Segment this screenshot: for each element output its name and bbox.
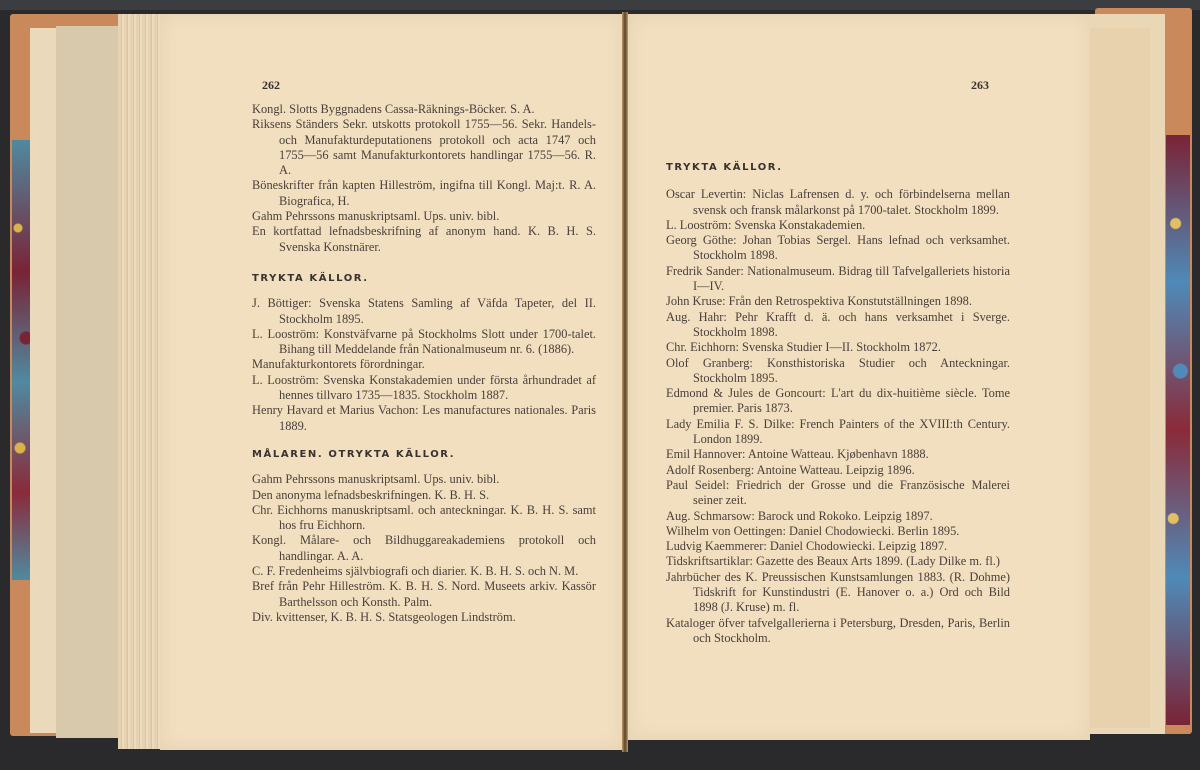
source-entry: Emil Hannover: Antoine Watteau. Kjøbenhavn 1888.	[666, 447, 929, 462]
source-entry: Henry Havard et Marius Vachon: Les manufactures nationales. Paris 1889.	[252, 403, 596, 433]
source-entry: Bref från Pehr Hilleström. K. B. H. S. Nord. Museets arkiv. Kassör Barthelsson och Konsth. Palm.	[252, 579, 596, 609]
source-entry: Aug. Schmarsow: Barock und Rokoko. Leipzig 1897.	[666, 508, 933, 523]
source-entry: J. Böttiger: Svenska Statens Samling af Väfda Tapeter, del II. Stockholm 1895.	[252, 296, 596, 326]
source-entry: Olof Granberg: Konsthistoriska Studier och Anteckningar. Stockholm 1895.	[666, 355, 1010, 385]
source-entry: Chr. Eichhorns manuskriptsaml. och anteckningar. K. B. H. S. samt hos fru Eichhorn.	[252, 502, 596, 533]
section-heading: TRYKTA KÄLLOR.	[666, 162, 783, 173]
source-entry: Fredrik Sander: Nationalmuseum. Bidrag till Tafvelgalleriets historia I—IV.	[666, 263, 1010, 294]
source-entry: L. Looström: Svenska Konstakademien.	[666, 217, 866, 232]
source-entry: Georg Göthe: Johan Tobias Sergel. Hans lefnad och verksamhet. Stockholm 1898.	[666, 233, 1010, 263]
source-entry: Den anonyma lefnadsbeskrifningen. K. B. H. S.	[252, 487, 490, 502]
page-number-left: 262	[262, 78, 280, 92]
source-entry: Edmond & Jules de Goncourt: L'art du dix-huitième siècle. Tome premier. Paris 1873.	[666, 386, 1010, 416]
source-entry: Lady Emilia F. S. Dilke: French Painters of the XVIII:th Century. London 1899.	[666, 416, 1010, 447]
source-entry: Jahrbücher des K. Preussischen Kunstsamlungen 1883. (R. Dohme) Tidskrift for Kunstindustri (E. Hanover o. a.) Ord och Bild 1898 (J. Kruse) m. fl.	[666, 569, 1010, 615]
source-entry: Chr. Eichhorn: Svenska Studier I—II. Stockholm 1872.	[666, 340, 941, 355]
source-entry: En kortfattad lefnadsbeskrifning af anonym hand. K. B. H. S. Svenska Konstnärer.	[252, 224, 596, 254]
source-entry: Ludvig Kaemmerer: Daniel Chodowiecki. Leipzig 1897.	[666, 539, 948, 554]
source-entry: Wilhelm von Oettingen: Daniel Chodowiecki. Berlin 1895.	[666, 523, 960, 538]
book-gutter	[622, 12, 628, 752]
scanner-top-edge	[0, 0, 1200, 10]
source-entry: L. Looström: Svenska Konstakademien under första århundradet af hennes tillvaro 1735—1835. Stockholm 1887.	[252, 372, 596, 403]
source-entry: John Kruse: Från den Retrospektiva Konstutställningen 1898.	[666, 294, 972, 309]
source-entry: Oscar Levertin: Niclas Lafrensen d. y. och förbindelserna mellan svensk och fransk målarkonst på 1700-talet. Stockholm 1899.	[666, 187, 1010, 217]
source-entry: Kongl. Målare- och Bildhuggareakademiens protokoll och handlingar. A. A.	[252, 533, 596, 563]
section-heading: MÅLAREN. OTRYKTA KÄLLOR.	[252, 448, 456, 460]
page-edges-left	[118, 14, 162, 749]
flyleaf-right-inner	[1090, 28, 1150, 728]
source-entry: Kataloger öfver tafvelgallerierna i Petersburg, Dresden, Paris, Berlin och Stockholm.	[666, 615, 1010, 645]
source-entry: Aug. Hahr: Pehr Krafft d. ä. och hans verksamhet i Sverge. Stockholm 1898.	[666, 309, 1010, 339]
source-entry: Tidskriftsartiklar: Gazette des Beaux Arts 1899. (Lady Dilke m. fl.)	[666, 554, 1001, 569]
section-heading: TRYKTA KÄLLOR.	[252, 272, 369, 284]
source-entry: Manufakturkontorets förordningar.	[252, 357, 425, 372]
source-entry: Div. kvittenser, K. B. H. S. Statsgeologen Lindström.	[252, 609, 516, 624]
source-entry: Riksens Ständers Sekr. utskotts protokoll 1755—56. Sekr. Handels- och Manufakturdeputationens protokoll och acta 1747 och 1755—56 samt Manufakturkontorets handlingar 1755—56. R. A.	[252, 117, 596, 178]
tissue-guard-left	[56, 26, 120, 738]
page-number-right: 263	[971, 78, 989, 92]
source-entry: Böneskrifter från kapten Hilleström, ingifna till Kongl. Maj:t. R. A. Biografica, H.	[252, 178, 596, 208]
source-entry: Gahm Pehrssons manuskriptsaml. Ups. univ. bibl.	[252, 209, 500, 224]
left-page-text	[252, 102, 596, 625]
source-entry: Adolf Rosenberg: Antoine Watteau. Leipzig 1896.	[666, 462, 915, 477]
source-entry: C. F. Fredenheims självbiografi och diarier. K. B. H. S. och N. M.	[252, 564, 579, 579]
source-entry: Kongl. Slotts Byggnadens Cassa-Räknings-Böcker. S. A.	[252, 102, 535, 116]
right-page-text	[666, 160, 1010, 646]
marbled-endpaper-right	[1166, 135, 1190, 725]
flyleaf-left	[30, 28, 58, 733]
marbled-endpaper-left	[12, 140, 32, 580]
source-entry: Gahm Pehrssons manuskriptsaml. Ups. univ. bibl.	[252, 472, 500, 487]
source-entry: L. Looström: Konstväfvarne på Stockholms Slott under 1700-talet. Bihang till Meddelande från Nationalmuseum nr. 6. (1886).	[252, 326, 596, 357]
source-entry: Paul Seidel: Friedrich der Grosse und die Französische Malerei seiner zeit.	[666, 477, 1010, 508]
